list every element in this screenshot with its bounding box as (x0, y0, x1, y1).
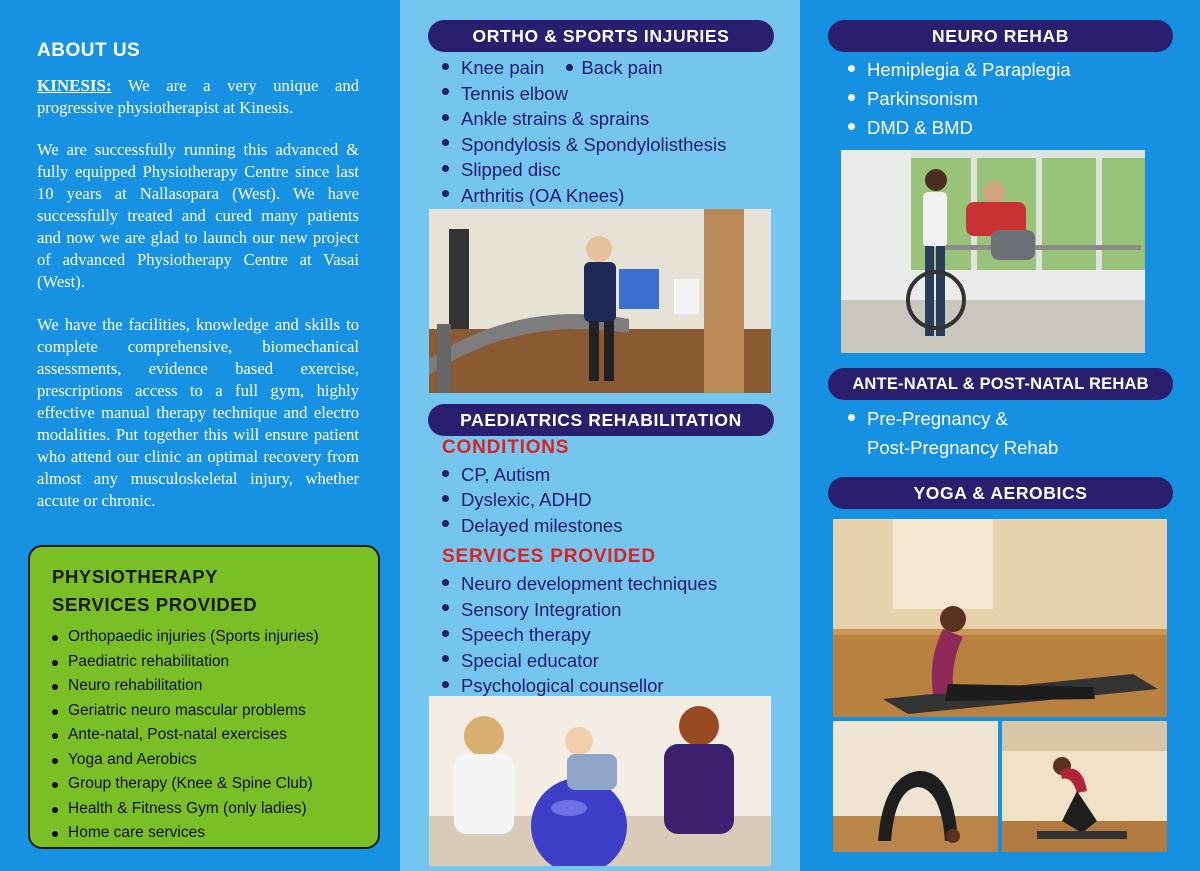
list-item: Group therapy (Knee & Spine Club) (50, 772, 319, 797)
paediatric-services-list (439, 571, 717, 699)
yoga-photo-cobra (833, 519, 1167, 717)
neuro-title: NEURO REHAB (828, 20, 1173, 52)
neuro-photo (841, 150, 1145, 353)
about-para-3: We have the facilities, knowledge and skills to complete comprehensive, biomechanical assessments, evidence based exercise, prescriptions access to a full gym, highly effective manual therapy technique and electro modalities. Put together this will ensure patient who attend our clinic an optimal recovery from almost any musculoskeletal injury, whether accute or chronic. (37, 315, 359, 510)
list-item: Psychological counsellor (439, 673, 717, 699)
paediatrics-title: PAEDIATRICS REHABILITATION (428, 404, 774, 436)
services-list (50, 625, 319, 846)
bullet-icon (566, 64, 573, 71)
paediatric-photo (429, 696, 771, 866)
ortho-list (439, 55, 726, 208)
list-item: Hemiplegia & Paraplegia (845, 55, 1071, 84)
services-title (52, 563, 257, 619)
list-item: Sensory Integration (439, 597, 717, 623)
services-provided-heading: SERVICES PROVIDED (442, 546, 656, 567)
conditions-heading: CONDITIONS (442, 437, 570, 458)
list-item: Geriatric neuro mascular problems (50, 699, 319, 724)
list-item: Speech therapy (439, 622, 717, 648)
ortho-title: ORTHO & SPORTS INJURIES (428, 20, 774, 52)
list-item: Orthopaedic injuries (Sports injuries) (50, 625, 319, 650)
list-item: Yoga and Aerobics (50, 748, 319, 773)
yoga-title: YOGA & AEROBICS (828, 477, 1173, 509)
conditions-list (439, 462, 622, 538)
neuro-list (845, 55, 1071, 142)
about-para-1: We are a very unique and progressive physiotherapist at Kinesis. (37, 76, 359, 117)
about-intro (37, 75, 359, 119)
list-item: Slipped disc (439, 157, 726, 183)
list-item: Special educator (439, 648, 717, 674)
list-item: Ankle strains & sprains (439, 106, 726, 132)
list-item: Neuro development techniques (439, 571, 717, 597)
services-box (28, 545, 380, 849)
kinesis-label: KINESIS: (37, 76, 112, 95)
natal-list (845, 404, 1008, 433)
list-item: Home care services (50, 821, 319, 846)
list-item: Neuro rehabilitation (50, 674, 319, 699)
list-item (439, 55, 726, 81)
yoga-photo-wheel (833, 721, 998, 852)
yoga-photo-camel (1002, 721, 1167, 852)
list-item: Parkinsonism (845, 84, 1071, 113)
ortho-item-back: Back pain (581, 57, 663, 78)
list-item: Delayed milestones (439, 513, 622, 538)
about-panel (0, 0, 400, 871)
services-title-line-2: SERVICES PROVIDED (52, 594, 258, 615)
natal-line-2: Post-Pregnancy Rehab (867, 437, 1059, 458)
gym-photo (429, 209, 771, 393)
list-item: Ante-natal, Post-natal exercises (50, 723, 319, 748)
natal-title: ANTE-NATAL & POST-NATAL REHAB (828, 368, 1173, 400)
list-item: Spondylosis & Spondylolisthesis (439, 132, 726, 158)
list-item: DMD & BMD (845, 113, 1071, 142)
ortho-item-knee: Knee pain (461, 57, 545, 78)
services-title-line-1: PHYSIOTHERAPY (52, 566, 219, 587)
list-item: Tennis elbow (439, 81, 726, 107)
list-item: Health & Fitness Gym (only ladies) (50, 797, 319, 822)
about-title: ABOUT US (37, 40, 141, 61)
about-para-2: We are successfully running this advanced & fully equipped Physiotherapy Centre since last 10 years at Nallasopara (West). We have successfully treated and cured many patients and now we are glad to launch our new project of advanced Physiotherapy Centre at Vasai (West). (37, 140, 359, 291)
list-item: Pre-Pregnancy & (845, 404, 1008, 433)
list-item: CP, Autism (439, 462, 622, 487)
list-item: Dyslexic, ADHD (439, 487, 622, 512)
list-item: Arthritis (OA Knees) (439, 183, 726, 209)
list-item: Paediatric rehabilitation (50, 650, 319, 675)
